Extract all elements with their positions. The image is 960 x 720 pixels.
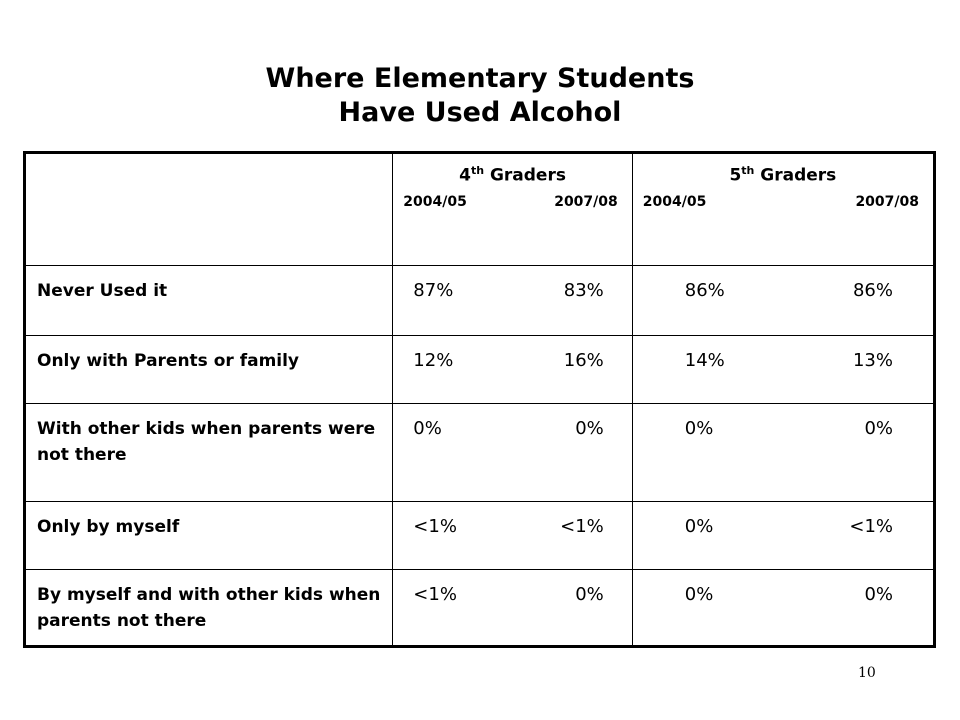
row-5th-values bbox=[632, 404, 934, 502]
grade-5-year-2: 2007/08 bbox=[855, 193, 919, 210]
value-cell: 0% bbox=[575, 418, 604, 439]
table-row bbox=[25, 336, 935, 404]
value-cell: 86% bbox=[852, 280, 893, 301]
row-label: Only with Parents or family bbox=[25, 336, 393, 404]
row-5th-values bbox=[632, 570, 934, 647]
value-cell: 0% bbox=[575, 584, 604, 605]
title-line-2: Have Used Alcohol bbox=[338, 97, 622, 128]
grade-5-text: Graders bbox=[754, 165, 837, 186]
table-row bbox=[25, 570, 935, 647]
row-4th-values bbox=[393, 336, 632, 404]
row-4th-values bbox=[393, 570, 632, 647]
value-cell: 0% bbox=[684, 516, 714, 537]
row-5th-values bbox=[632, 336, 934, 404]
value-cell: 0% bbox=[864, 584, 893, 605]
grade-5-num: 5 bbox=[729, 165, 742, 186]
row-label: With other kids when parents were not there bbox=[25, 404, 393, 502]
grade-5-sup: th bbox=[741, 164, 755, 177]
grade-4-num: 4 bbox=[459, 165, 471, 186]
value-cell: 83% bbox=[563, 280, 604, 301]
value-cell: 0% bbox=[684, 418, 714, 439]
row-label: Only by myself bbox=[25, 502, 393, 570]
table-row bbox=[25, 502, 935, 570]
table-row bbox=[25, 404, 935, 502]
value-cell: 14% bbox=[684, 350, 725, 371]
value-cell: <1% bbox=[413, 584, 457, 605]
alcohol-use-table bbox=[23, 151, 936, 648]
grade-4-sup: th bbox=[470, 164, 485, 177]
row-4th-values bbox=[393, 266, 632, 336]
slide-title bbox=[0, 62, 960, 130]
grade-4-year-1: 2004/05 bbox=[403, 193, 467, 210]
value-cell: <1% bbox=[560, 516, 604, 537]
row-label: Never Used it bbox=[25, 266, 393, 336]
value-cell: 87% bbox=[413, 280, 454, 301]
value-cell: 0% bbox=[413, 418, 442, 439]
header-row bbox=[25, 153, 935, 266]
row-5th-values bbox=[632, 266, 934, 336]
value-cell: 0% bbox=[684, 584, 714, 605]
table-row bbox=[25, 266, 935, 336]
row-label: By myself and with other kids when parents not there bbox=[25, 570, 393, 647]
title-line-1: Where Elementary Students bbox=[265, 63, 695, 94]
row-4th-values bbox=[393, 404, 632, 502]
value-cell: 13% bbox=[852, 350, 893, 371]
page-number: 10 bbox=[858, 665, 876, 681]
grade-4-year-2: 2007/08 bbox=[554, 193, 618, 210]
header-4th-graders bbox=[393, 153, 632, 266]
header-empty-cell bbox=[25, 153, 393, 266]
row-4th-values bbox=[393, 502, 632, 570]
row-5th-values bbox=[632, 502, 934, 570]
value-cell: <1% bbox=[413, 516, 457, 537]
value-cell: <1% bbox=[849, 516, 893, 537]
value-cell: 16% bbox=[563, 350, 604, 371]
value-cell: 12% bbox=[413, 350, 454, 371]
value-cell: 0% bbox=[864, 418, 893, 439]
value-cell: 86% bbox=[684, 280, 725, 301]
header-5th-graders bbox=[632, 153, 934, 266]
grade-4-text: Graders bbox=[484, 165, 566, 186]
grade-5-year-1: 2004/05 bbox=[642, 193, 707, 210]
